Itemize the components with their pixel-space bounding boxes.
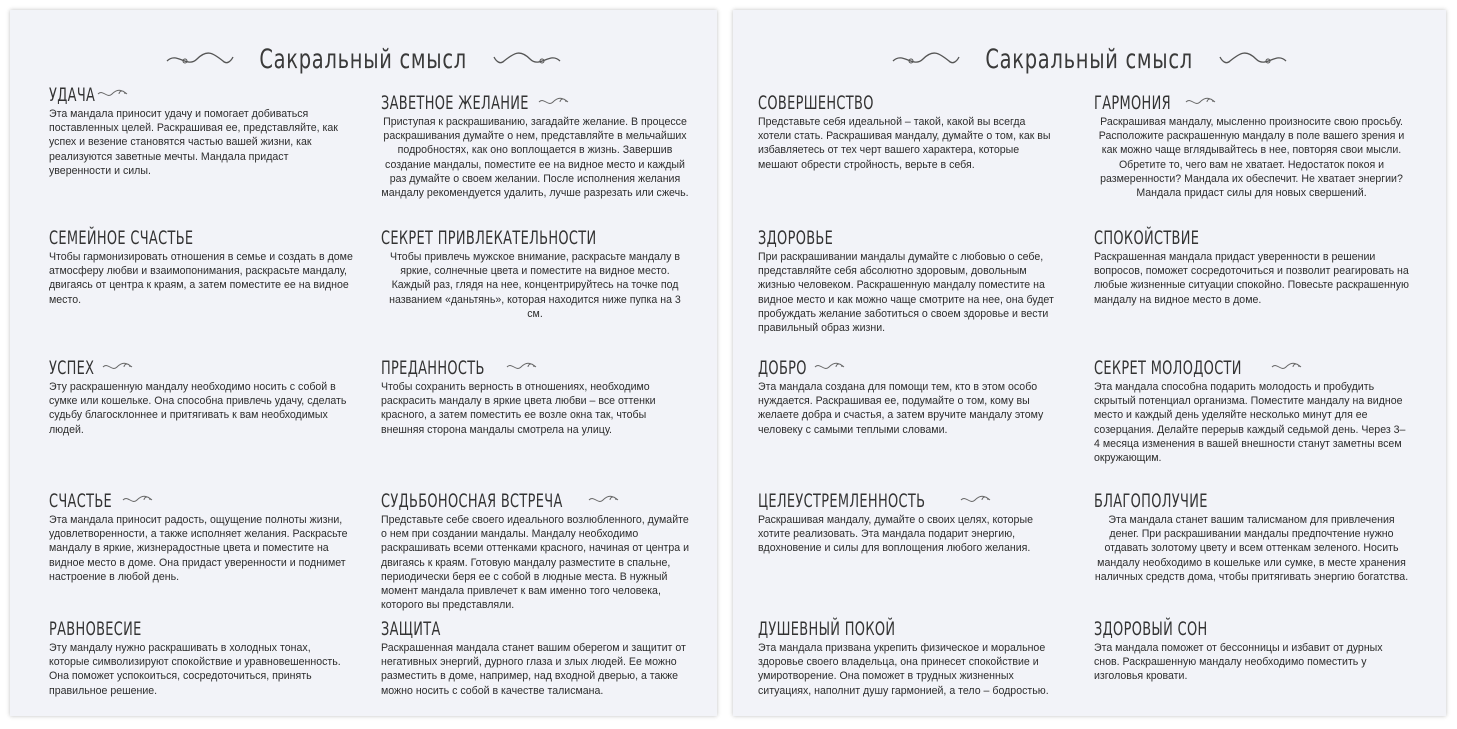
section-title: РАВНОВЕСИЕ [49,618,142,640]
section-kindness [758,353,1063,437]
section-text: Эта мандала создана для помощи тем, кто в этом особо нуждается. Раскрашивая ее, подумайте о том, кому вы желаете добра и счастья, а затем вручите мандалу этому человеку с самыми теплыми словами. [758,381,1044,436]
section-text: При раскрашивании мандалы думайте с любовью о себе, представляйте себя абсолютно здоровым, довольным жизнью человеком. Раскрашенную мандалу поместите на видное место и как можно чаще смотрите на нее, она будет пробуждать желание заботиться о своем здоровье и вести правильный образ жизни. [758,251,1054,335]
swirl-icon [506,359,540,377]
section-text: Раскрашенная мандала станет вашим оберегом и защитит от негативных энергий, дурного глаза и злых людей. Ее можно разместить в доме, например, над входной дверью, а также можно носить с собой в качестве талисмана. [381,642,686,697]
section-text: Чтобы сохранить верность в отношениях, необходимо раскрасить мандалу в яркие цвета любви – все оттенки красного, а затем поместить ее возле окна так, чтобы внешняя сторона мандалы смотрела на улицу. [381,381,656,436]
left-flourish-icon [891,49,961,71]
section-title: УДАЧА [49,84,96,106]
section-title: СЧАСТЬЕ [49,490,113,512]
section-title: ЗДОРОВЬЕ [758,227,834,249]
right-title-row [733,44,1446,75]
section-text: Эта мандала поможет от бессонницы и избавит от дурных снов. Раскрашенную мандалу необходимо поместить у изголовья кровати. [1094,642,1383,683]
section-title: СЕМЕЙНОЕ СЧАСТЬЕ [49,227,194,249]
swirl-icon [97,86,131,104]
swirl-icon [1185,94,1219,112]
section-harmony [1094,88,1409,200]
section-healthy-sleep [1094,614,1409,684]
section-calm [1094,223,1409,307]
section-wellbeing [1094,486,1409,584]
section-text: Эта мандала станет вашим талисманом для привлечения денег. При раскрашивании мандалы предпочтение нужно отдавать золотому цвету и всем оттенкам зеленого. Носить мандалу необходимо в кошельке или сумке, в месте хранения наличных средств дома, чтобы притягивать энергию богатства. [1094,514,1409,583]
section-happiness [49,486,354,584]
section-title: ГАРМОНИЯ [1094,92,1171,114]
section-title: УСПЕХ [49,357,95,379]
swirl-icon [122,492,156,510]
section-purposefulness [758,486,1063,556]
section-text: Эту раскрашенную мандалу необходимо носить с собой в сумке или кошельке. Она способна привлечь удачу, сделать судьбу благосклоннее и притягивать к вам необходимых людей. [49,381,347,436]
section-luck [49,80,349,178]
section-protection [381,614,689,698]
section-text: Представьте себе своего идеального возлюбленного, думайте о нем при создании мандалы. Мандалу необходимо раскрашивать всеми оттенками красного, начиная от центра и двигаясь к краям. Готовую мандалу разместите в спальне, периодически беря ее с собой в людные места. В нужный момент мандала привлечет к вам именно того человека, которого вы представляли. [381,514,690,612]
section-family [49,223,354,307]
page-title: Сакральный смысл [259,44,468,75]
section-success [49,353,354,437]
right-flourish-icon [492,49,562,71]
section-attractiveness [381,223,689,321]
section-title: ЦЕЛЕУСТРЕМЛЕННОСТЬ [758,490,926,512]
section-text: Эта мандала приносит удачу и помогает добиваться поставленных целей. Раскрашивая ее, представляйте, как успех и везение становятся частью вашей жизни, как реализуются заветные мечты. Мандала придаст уверенности и силы. [49,108,338,177]
section-wish [381,88,689,200]
section-title: ЗАЩИТА [381,618,441,640]
swirl-icon [960,492,994,510]
section-title: СЕКРЕТ МОЛОДОСТИ [1094,357,1242,379]
section-text: Эта мандала способна подарить молодость и пробудить скрытый потенциал организма. Поместите мандалу на видное место и каждый день уделяйте несколько минут для ее созерцания. Делайте перерыв каждый седьмой день. Через 3–4 месяца изменения в вашей внешности станут заметны всем окружающим. [1094,381,1406,465]
left-title-row [10,44,717,75]
section-title: СОВЕРШЕНСТВО [758,92,874,114]
section-text: Представьте себя идеальной – такой, какой вы всегда хотели стать. Раскрашивая мандалу, думайте о том, как вы избавляетесь от тех черт вашего характера, которые мешают обрести стройность, верьте в себя. [758,116,1051,171]
left-page [10,10,717,716]
section-title: ДУШЕВНЫЙ ПОКОЙ [758,618,896,640]
section-text: Чтобы гармонизировать отношения в семье и создать в доме атмосферу любви и взаимопонимания, раскрасьте мандалу, двигаясь от центра к краям, а затем поместите ее на видное место. [49,251,353,306]
swirl-icon [1271,359,1305,377]
section-title: СУДЬБОНОСНАЯ ВСТРЕЧА [381,490,563,512]
swirl-icon [102,359,136,377]
section-fateful-meeting [381,486,689,612]
section-perfection [758,88,1058,172]
section-title: ПРЕДАННОСТЬ [381,357,485,379]
section-title: ЗАВЕТНОЕ ЖЕЛАНИЕ [381,92,529,114]
section-text: Чтобы привлечь мужское внимание, раскрасьте мандалу в яркие, солнечные цвета и поместите на видное место. Каждый раз, глядя на нее, концентрируйтесь на точке под названием «даньтянь», которая находится ниже пупка на 3 см. [389,251,681,320]
section-title: ЗДОРОВЫЙ СОН [1094,618,1208,640]
section-peace-of-mind [758,614,1063,698]
right-page [733,10,1446,716]
section-title: БЛАГОПОЛУЧИЕ [1094,490,1208,512]
swirl-icon [814,359,848,377]
right-flourish-icon [1218,49,1288,71]
section-title: СПОКОЙСТВИЕ [1094,227,1200,249]
section-text: Эта мандала призвана укрепить физическое и моральное здоровье своего владельца, она принесет спокойствие и умиротворение. Она поможет в трудных жизненных ситуациях, наполнит душу гармонией, а тело – бодростью. [758,642,1049,697]
section-title: СЕКРЕТ ПРИВЛЕКАТЕЛЬНОСТИ [381,227,597,249]
section-text: Приступая к раскрашиванию, загадайте желание. В процессе раскрашивания думайте о нем, представляйте в мельчайших подробностях, как оно воплощается в жизнь. Завершив создание мандалы, поместите ее на видное место и каждый раз думайте о своем желании. После исполнения желания мандалу рекомендуется удалить, лучше разрезать или сжечь. [381,116,689,200]
section-text: Раскрашенная мандала придаст уверенности в решении вопросов, поможет сосредоточиться и позволит реагировать на любые жизненные ситуации спокойно. Повесьте раскрашенную мандалу на видное место в доме. [1094,251,1409,306]
section-devotion [381,353,689,437]
section-balance [49,614,354,698]
section-title: ДОБРО [758,357,807,379]
swirl-icon [538,94,572,112]
swirl-icon [588,492,622,510]
section-text: Эта мандала приносит радость, ощущение полноты жизни, удовлетворенности, а также исполняет желания. Раскрасьте мандалу в яркие, жизнерадостные цвета и поместите на видное место в доме. Она придаст уверенности и поднимет настроение в любой день. [49,514,348,583]
section-text: Раскрашивая мандалу, думайте о своих целях, которые хотите реализовать. Эта мандала подарит энергию, вдохновение и силы для воплощения любого желания. [758,514,1033,555]
section-health [758,223,1063,335]
left-flourish-icon [165,49,235,71]
section-text: Эту мандалу нужно раскрашивать в холодных тонах, которые символизируют спокойствие и уравновешенность. Она поможет успокоиться, сосредоточиться, принять правильное решение. [49,642,341,697]
page-title: Сакральный смысл [985,44,1194,75]
section-text: Раскрашивая мандалу, мысленно произносите свою просьбу. Расположите раскрашенную мандалу в поле вашего зрения и как можно чаще вглядывайтесь в нее, повторяя свои мысли. Обретите то, чего вам не хватает. Недостаток покоя и размеренности? Мандала их обеспечит. Не хватает энергии? Мандала придаст силы для новых свершений. [1098,116,1405,200]
section-youth [1094,353,1409,465]
